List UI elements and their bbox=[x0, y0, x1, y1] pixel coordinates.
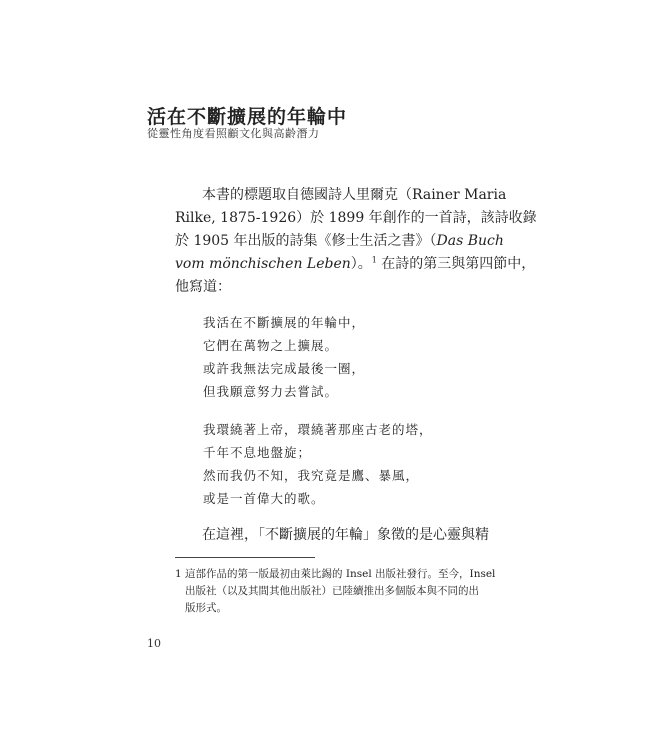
page-number: 10 bbox=[147, 637, 161, 650]
poem-line: 或許我無法完成最後一圈， bbox=[203, 361, 366, 376]
footnote-number: 1 bbox=[175, 568, 182, 580]
poem-line: 千年不息地盤旋； bbox=[203, 445, 312, 460]
footnote-line-2: 出版社（以及其間其他出版社）已陸續推出多個版本與不同的出 bbox=[185, 585, 479, 597]
footnote-text-1: 這部作品的第一版最初由萊比錫的 Insel 出版社發行。至今，Insel bbox=[185, 568, 496, 580]
paragraph-1-line-5: 他寫道： bbox=[175, 279, 231, 295]
poem-stanza-2 bbox=[203, 418, 433, 510]
running-subtitle: 從靈性角度看照顧文化與高齡潛力 bbox=[147, 127, 320, 140]
footnote bbox=[175, 566, 496, 617]
paragraph-1-line-3-text: 於 1905 年出版的詩集《修士生活之書》（ bbox=[175, 233, 437, 249]
poem-line: 或是一首偉大的歌。 bbox=[203, 491, 325, 506]
book-title-german-part-2: vom mönchischen Leben bbox=[175, 256, 351, 272]
paragraph-1 bbox=[175, 184, 537, 299]
paragraph-1-line-1: 本書的標題取自德國詩人里爾克（Rainer Maria bbox=[202, 187, 507, 203]
poem-stanza-1 bbox=[203, 311, 365, 403]
footnote-divider bbox=[175, 557, 315, 558]
poem-line: 它們在萬物之上擴展。 bbox=[203, 338, 339, 353]
paragraph-1-line-4-end: 在詩的第三與第四節中， bbox=[376, 256, 536, 272]
paragraph-1-line-2: Rilke, 1875-1926）於 1899 年創作的一首詩，該詩收錄 bbox=[175, 210, 537, 226]
paragraph-2-line-1: 在這裡，「不斷擴展的年輪」象徵的是心靈與精 bbox=[202, 527, 489, 543]
footnote-reference[interactable]: 1 bbox=[371, 255, 377, 265]
paragraph-1-line-4-text: ）。 bbox=[350, 256, 372, 272]
poem-line: 我活在不斷擴展的年輪中， bbox=[203, 315, 366, 330]
book-title-german-part-1: Das Buch bbox=[436, 233, 504, 249]
paragraph-2 bbox=[175, 524, 489, 547]
poem-line: 我環繞著上帝，環繞著那座古老的塔， bbox=[203, 422, 433, 437]
running-title: 活在不斷擴展的年輪中 bbox=[147, 106, 348, 128]
paragraph-1-line-3 bbox=[175, 230, 504, 253]
paragraph-1-line-4 bbox=[175, 253, 536, 276]
footnote-line-3: 版形式。 bbox=[185, 602, 227, 614]
footnote-line-1 bbox=[175, 566, 496, 583]
poem-line: 但我願意努力去嘗試。 bbox=[203, 384, 339, 399]
poem-line: 然而我仍不知，我究竟是鷹、暴風， bbox=[203, 468, 420, 483]
